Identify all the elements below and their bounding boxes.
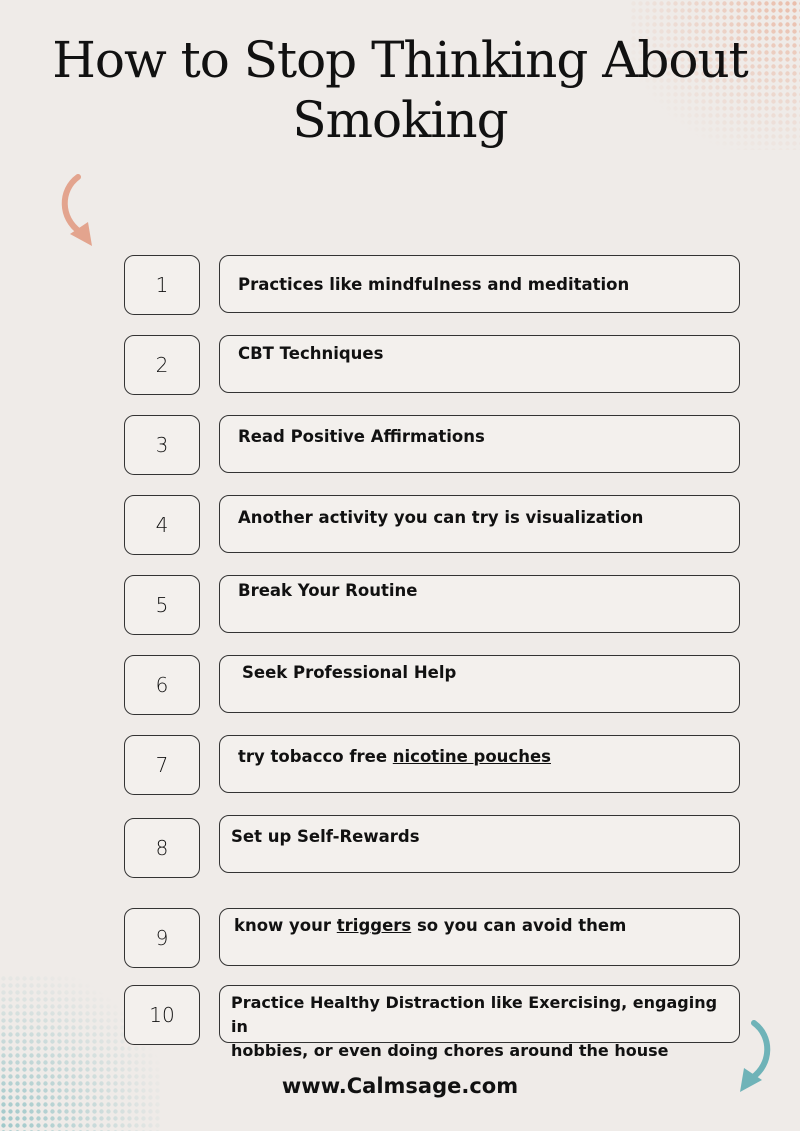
list-item	[0, 415, 800, 475]
website-footer[interactable]: www.Calmsage.com	[281, 1074, 519, 1098]
list-item	[0, 495, 800, 555]
item-number: 3	[124, 415, 200, 475]
title-line-2: Smoking	[292, 91, 508, 149]
item-box	[219, 575, 740, 633]
item-number: 1	[124, 255, 200, 315]
list-item	[0, 985, 800, 1060]
list-item	[0, 575, 800, 635]
list-item	[0, 255, 800, 315]
item-box	[219, 335, 740, 393]
item-text	[231, 991, 729, 1063]
item-text: CBT Techniques	[238, 344, 384, 363]
page-title	[0, 30, 800, 150]
list-item	[0, 655, 800, 715]
item-number: 4	[124, 495, 200, 555]
item-number: 2	[124, 335, 200, 395]
item-text: Read Positive Affirmations	[238, 427, 485, 446]
item-box	[219, 255, 740, 313]
list-item	[0, 735, 800, 795]
item-text: Set up Self-Rewards	[231, 827, 420, 846]
list-item	[0, 815, 800, 875]
item-text: Another activity you can try is visualization	[238, 508, 644, 527]
item-number: 9	[124, 908, 200, 968]
item-text-part: so you can avoid them	[411, 916, 627, 935]
item-box	[219, 815, 740, 873]
item-number: 10	[124, 985, 200, 1045]
title-line-1: How to Stop Thinking About	[52, 31, 748, 89]
item-number: 5	[124, 575, 200, 635]
item-text-part: try tobacco free	[238, 747, 393, 766]
item-box	[219, 655, 740, 713]
item-number: 7	[124, 735, 200, 795]
curved-arrow-down-right-icon	[52, 172, 100, 252]
item-text	[234, 914, 729, 938]
nicotine-pouches-link[interactable]: nicotine pouches	[392, 747, 551, 766]
item-number: 6	[124, 655, 200, 715]
item-text-part: know your	[234, 916, 337, 935]
item-text	[238, 745, 729, 769]
item-text: Practices like mindfulness and meditation	[238, 275, 630, 294]
item-text: Seek Professional Help	[242, 663, 457, 682]
item-box	[219, 415, 740, 473]
item-box	[219, 735, 740, 793]
list-item	[0, 908, 800, 968]
item-box	[219, 908, 740, 966]
item-box	[219, 985, 740, 1060]
triggers-link[interactable]: triggers	[336, 916, 412, 935]
item-text-line-1: Practice Healthy Distraction like Exercising, engaging in	[231, 993, 718, 1036]
item-text-line-2: hobbies, or even doing chores around the house	[231, 1041, 669, 1060]
item-box	[219, 495, 740, 553]
item-number: 8	[124, 818, 200, 878]
list-item	[0, 335, 800, 395]
item-text: Break Your Routine	[238, 581, 418, 600]
